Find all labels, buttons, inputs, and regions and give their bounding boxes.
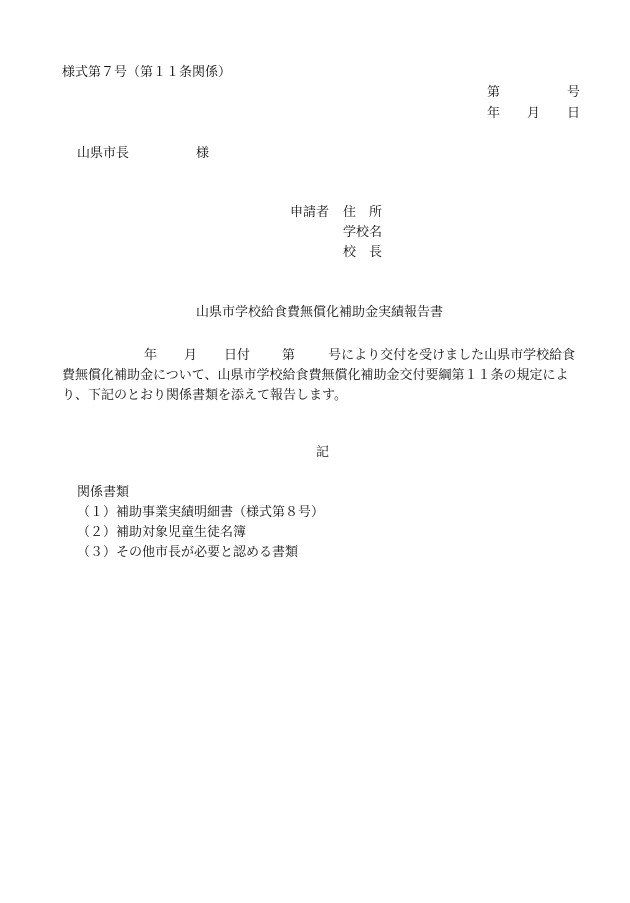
form-label: 様式第７号（第１１条関係） [62,65,232,80]
date-day: 日 [567,106,581,121]
addressee-suffix: 様 [196,146,210,161]
documents-item-2: （２）補助対象児童生徒名簿 [77,525,247,540]
applicant-school-label: 学校名 [343,225,383,240]
document-title: 山県市学校給食費無償化補助金実績報告書 [196,305,444,320]
applicant-label: 申請者 [290,205,330,220]
body-dai: 第 [282,348,296,363]
applicant-principal-label: 校 長 [343,245,383,260]
body-text: 号により交付を受けました山県市学校給食費無償化補助金について、山県市学校給食費無償化補助金交付要綱第１１条の規定により、下記のとおり関係書類を添えて報告します。 [62,348,576,403]
doc-number-go: 号 [567,85,581,100]
body-year: 年 [144,348,158,363]
documents-item-1: （１）補助事業実績明細書（様式第８号） [77,505,325,520]
date-year: 年 [487,106,501,121]
doc-number-dai: 第 [487,85,501,100]
ki-heading: 記 [316,445,330,460]
body-month: 月 [184,348,198,363]
documents-item-3: （３）その他市長が必要と認める書類 [77,545,299,560]
documents-heading: 関係書類 [77,485,130,500]
applicant-address-label: 住 所 [343,205,383,220]
addressee-name: 山県市長 [77,146,130,161]
body-day-suffix: 日付 [224,348,251,363]
body-paragraph [62,346,584,406]
date-month: 月 [527,106,541,121]
